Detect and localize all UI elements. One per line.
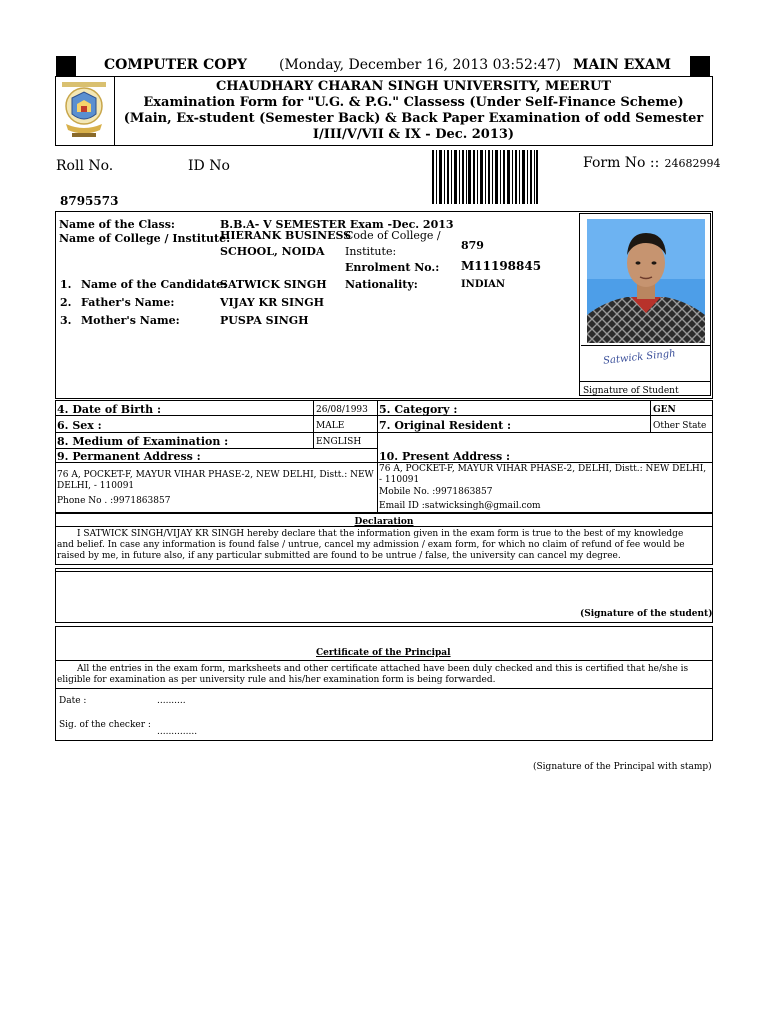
declaration-title: Declaration [354, 517, 414, 527]
university-name: CHAUDHARY CHARAN SINGH UNIVERSITY, MEERUT [215, 79, 612, 94]
details-col-divider-2 [377, 400, 378, 513]
form-no-label: Form No :: [583, 155, 660, 171]
sex-value: MALE [316, 421, 345, 431]
logo-divider [114, 76, 115, 146]
original-resident-value: Other State [653, 421, 707, 431]
college-code-label-line-1: Code of College / [345, 229, 441, 242]
nationality-value: INDIAN [461, 279, 506, 290]
certificate-line-2: eligible for examination as per university rule and his/her examination form is being forwarded. [57, 675, 496, 685]
certificate-line-1: All the entries in the exam form, marksheets and other certificate attached have been duly checked and this is certified that he/she is [77, 664, 689, 674]
certificate-text-divider [55, 688, 713, 689]
form-subtitle-line-1: (Main, Ex-student (Semester Back) & Back Paper Examination of odd Semester [123, 111, 704, 126]
class-label: Name of the Class: [59, 218, 175, 231]
computer-copy-label: COMPUTER COPY [104, 57, 248, 73]
enrolment-value: M11198845 [461, 259, 542, 273]
present-address-line-1: 76 A, POCKET-F, MAYUR VIHAR PHASE-2, DELHI, Distt.: NEW DELHI, [379, 464, 707, 474]
barcode [432, 150, 538, 204]
student-signature-divider [55, 571, 713, 572]
id-no-label: ID No [188, 158, 230, 174]
original-resident-label: 7. Original Resident : [379, 419, 512, 432]
medium-label: 8. Medium of Examination : [57, 435, 229, 448]
signature-of-student-label: Signature of Student [583, 386, 679, 396]
certificate-title: Certificate of the Principal [316, 648, 451, 658]
details-row-divider-2 [55, 432, 713, 433]
permanent-address-line-1: 76 A, POCKET-F, MAYUR VIHAR PHASE-2, NEW DELHI, Distt.: NEW [57, 470, 374, 480]
form-no-value: 24682994 [664, 157, 721, 170]
permanent-address-line-2: DELHI, - 110091 [57, 481, 135, 491]
present-address-line-2: - 110091 [379, 475, 420, 485]
date-label: Date : [59, 696, 87, 706]
mother-name-value: PUSPA SINGH [220, 314, 309, 327]
print-timestamp: (Monday, December 16, 2013 03:52:47) [279, 57, 561, 73]
form-no [583, 152, 720, 171]
mother-name-label: Mother's Name: [81, 314, 180, 327]
college-value-line-1: HIERANK BUSINESS [220, 229, 352, 242]
details-row-divider-3 [55, 448, 377, 449]
college-label: Name of College / Institute: [59, 232, 231, 245]
present-address-label: 10. Present Address : [379, 450, 511, 463]
candidate-name-label: Name of the Candidate: [81, 278, 228, 291]
roll-no-value: 8795573 [60, 194, 119, 208]
photo-signature-divider [581, 345, 710, 346]
signature-of-the-student-label: (Signature of the student) [580, 609, 713, 619]
checker-signature-value: .............. [157, 727, 198, 737]
nationality-label: Nationality: [345, 278, 418, 291]
class-value: B.B.A- V SEMESTER Exam -Dec. 2013 [220, 218, 454, 231]
registration-mark-left [56, 56, 76, 76]
photo-signature: Satwick Singh [602, 348, 677, 367]
permanent-address-label: 9. Permanent Address : [57, 450, 201, 463]
medium-value: ENGLISH [316, 437, 362, 447]
principal-signature-label: (Signature of the Principal with stamp) [533, 762, 712, 772]
father-name-value: VIJAY KR SINGH [220, 296, 325, 309]
category-value: GEN [653, 405, 676, 415]
college-code-label-line-2: Institute: [345, 245, 397, 258]
main-exam-label: MAIN EXAM [573, 57, 671, 73]
enrolment-label: Enrolment No.: [345, 261, 440, 274]
candidate-name-value: SATWICK SINGH [220, 278, 327, 291]
form-title: Examination Form for "U.G. & P.G." Classess (Under Self-Finance Scheme) [143, 95, 684, 110]
registration-mark-right [690, 56, 710, 76]
details-col-divider-3 [650, 400, 651, 432]
details-col-divider-1 [313, 400, 314, 448]
certificate-title-divider [55, 660, 713, 661]
checker-signature-label: Sig. of the checker : [59, 720, 151, 730]
college-code-value: 879 [461, 239, 484, 252]
father-name-label: Father's Name: [81, 296, 175, 309]
college-value-line-2: SCHOOL, NOIDA [220, 245, 325, 258]
dob-value: 26/08/1993 [316, 405, 368, 415]
email-address: Email ID :satwicksingh@gmail.com [379, 501, 541, 511]
form-subtitle-line-2: I/III/V/VII & IX - Dec. 2013) [312, 127, 515, 142]
mother-name-number: 3. [60, 314, 72, 327]
father-name-number: 2. [60, 296, 72, 309]
university-logo [58, 80, 110, 140]
sex-label: 6. Sex : [57, 419, 102, 432]
roll-no-label: Roll No. [56, 158, 114, 174]
phone-number: Phone No . :9971863857 [57, 496, 171, 506]
candidate-photo [587, 219, 705, 343]
candidate-name-number: 1. [60, 278, 72, 291]
declaration-line-1: I SATWICK SINGH/VIJAY KR SINGH hereby declare that the information given in the exam form is true to the best of my knowledge [77, 529, 684, 539]
category-label: 5. Category : [379, 403, 458, 416]
declaration-line-3: raised by me, in future also, if any particular submitted are found to be untrue / false, the university can cancel my degree. [57, 551, 621, 561]
dob-label: 4. Date of Birth : [57, 403, 162, 416]
declaration-line-2: and belief. In case any information is found false / untrue, cancel my admission / exam form, for which no claim of refund of fee would be [57, 540, 685, 550]
date-value: .......... [157, 696, 186, 706]
mobile-number: Mobile No. :9971863857 [379, 487, 493, 497]
